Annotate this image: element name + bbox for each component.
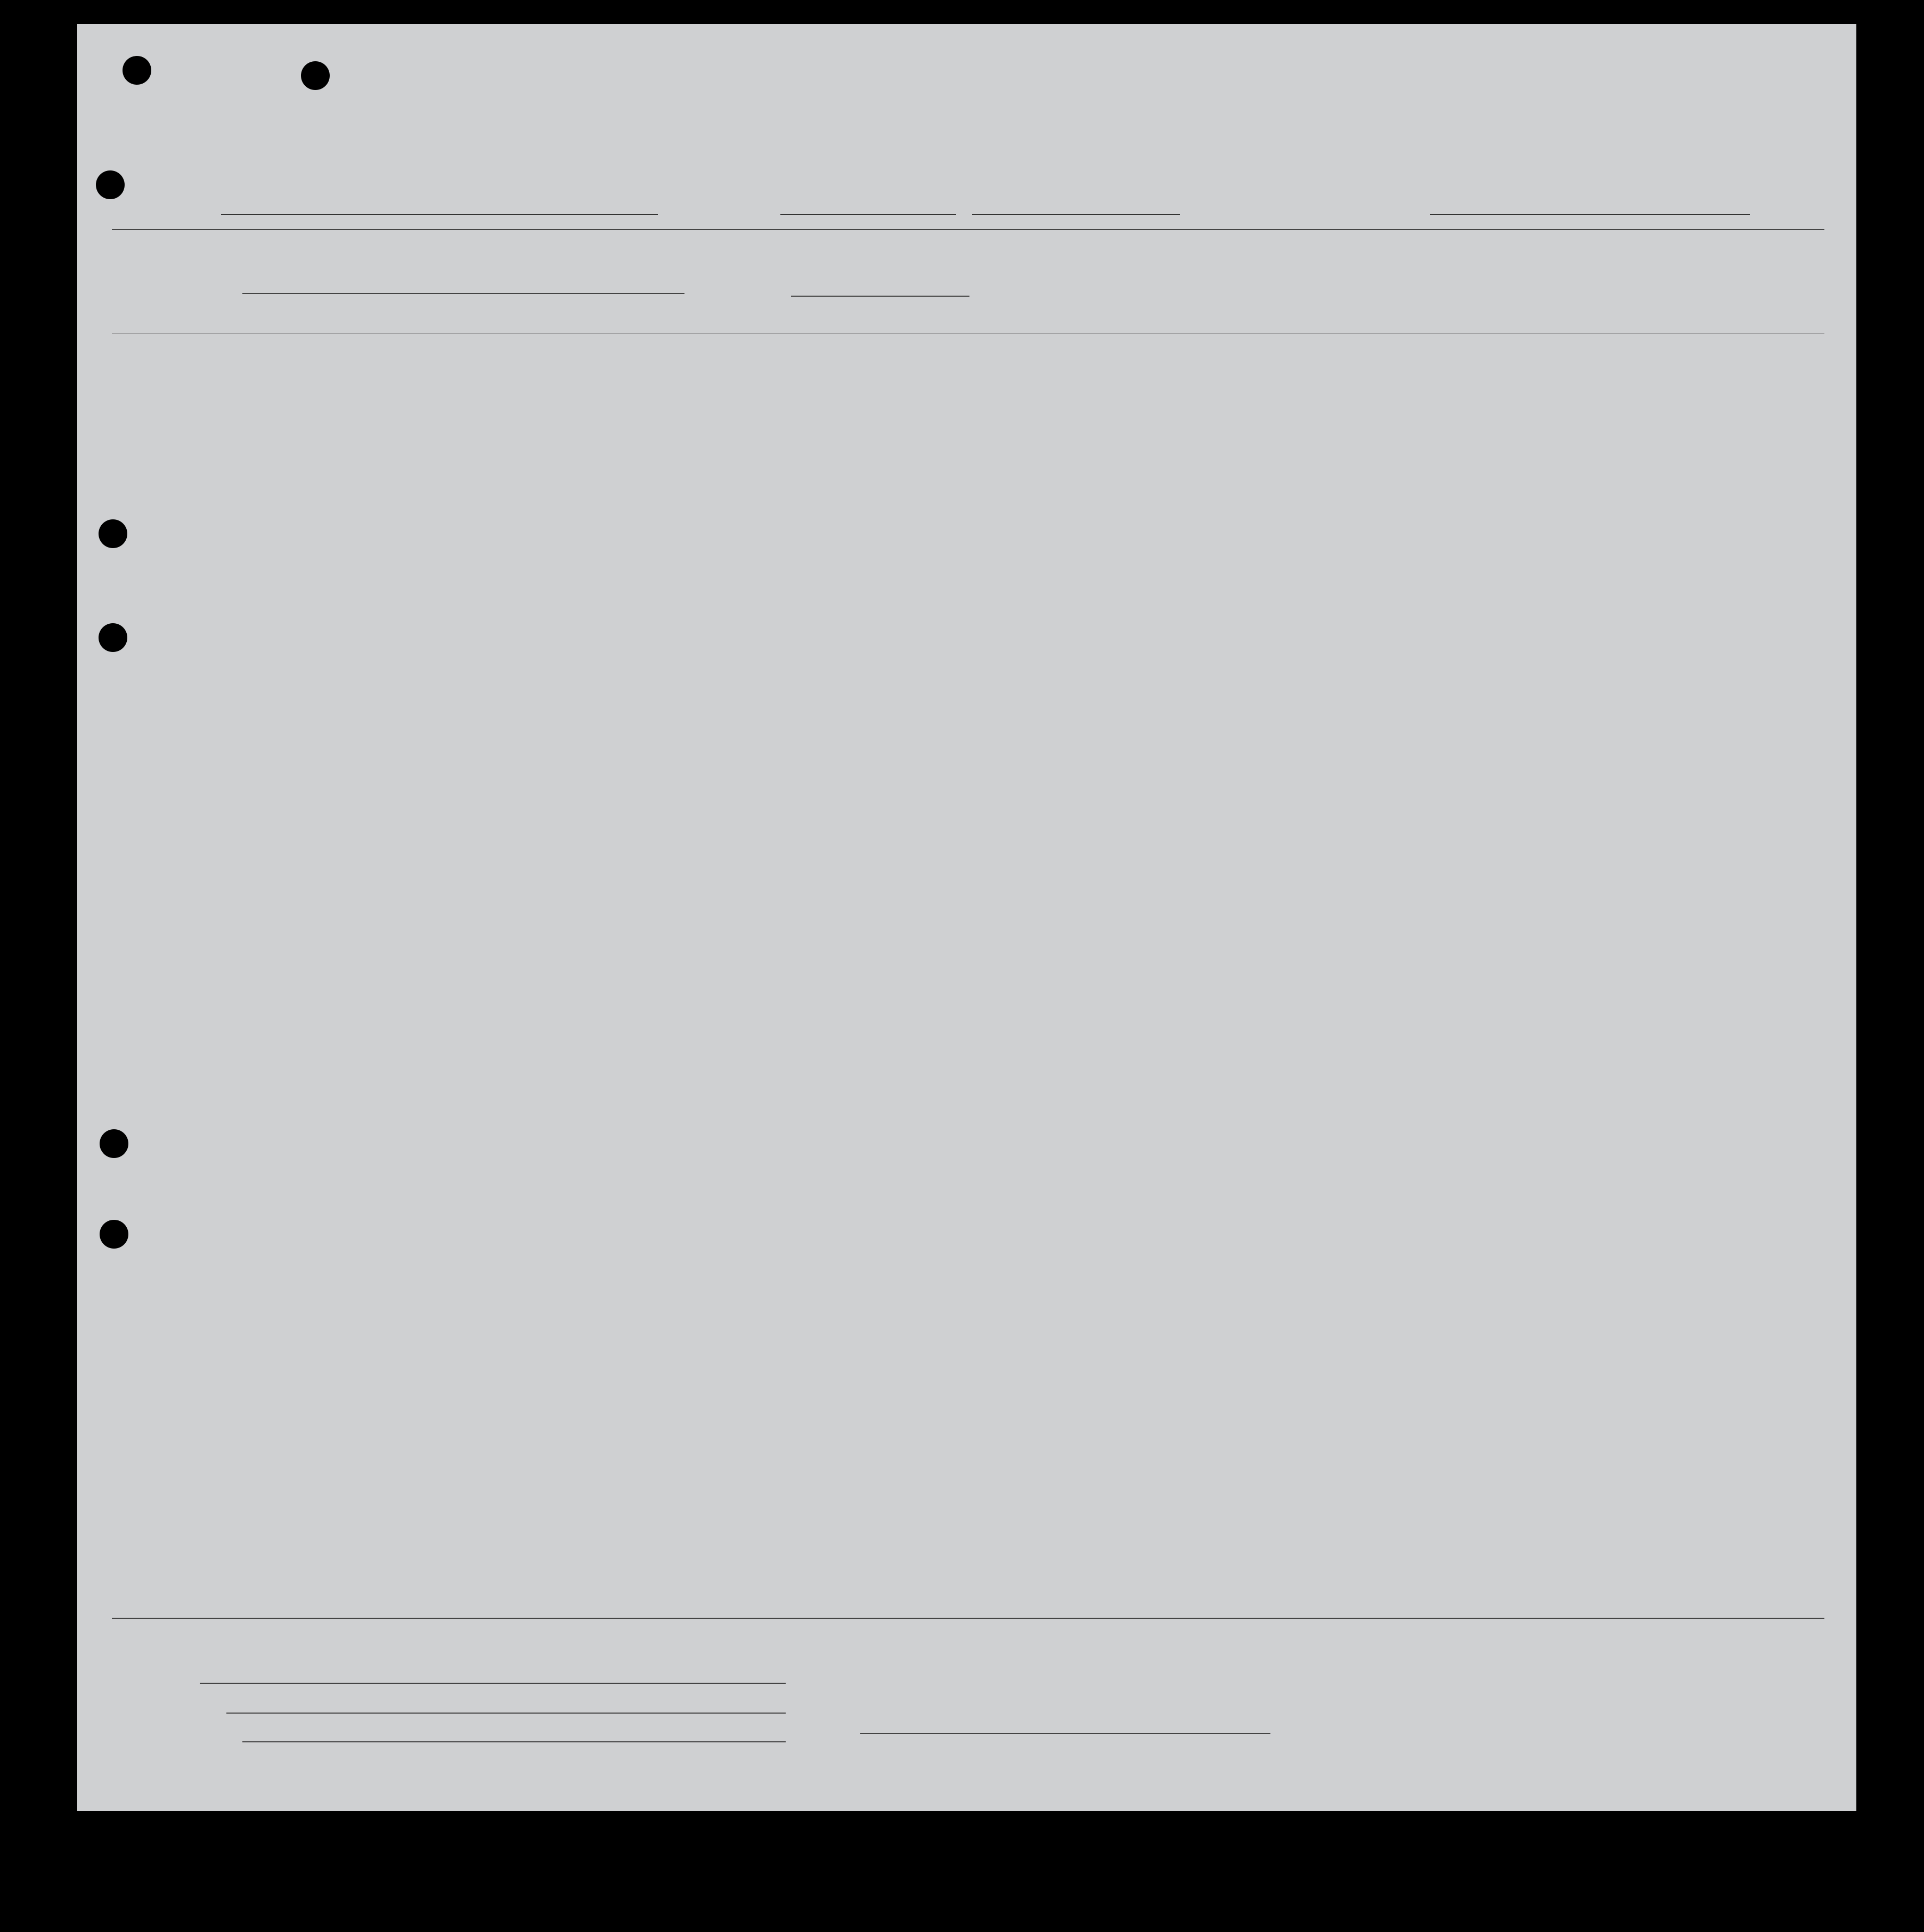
table-bottom-rule [112,1618,1824,1619]
punch-hole [123,56,151,85]
punch-hole [100,1220,128,1249]
shipped-sub-rule [791,296,969,297]
punch-hole [99,519,127,548]
punch-hole [301,61,330,90]
sheet-number [1707,53,1716,83]
table-top-rule [112,229,1824,230]
punch-hole [99,623,127,652]
manifest-sheet [77,24,1856,1811]
punch-hole [100,1129,128,1158]
vessel-line [115,192,1766,224]
release-signature [1601,1661,1771,1678]
name-sub-rule [242,293,684,294]
